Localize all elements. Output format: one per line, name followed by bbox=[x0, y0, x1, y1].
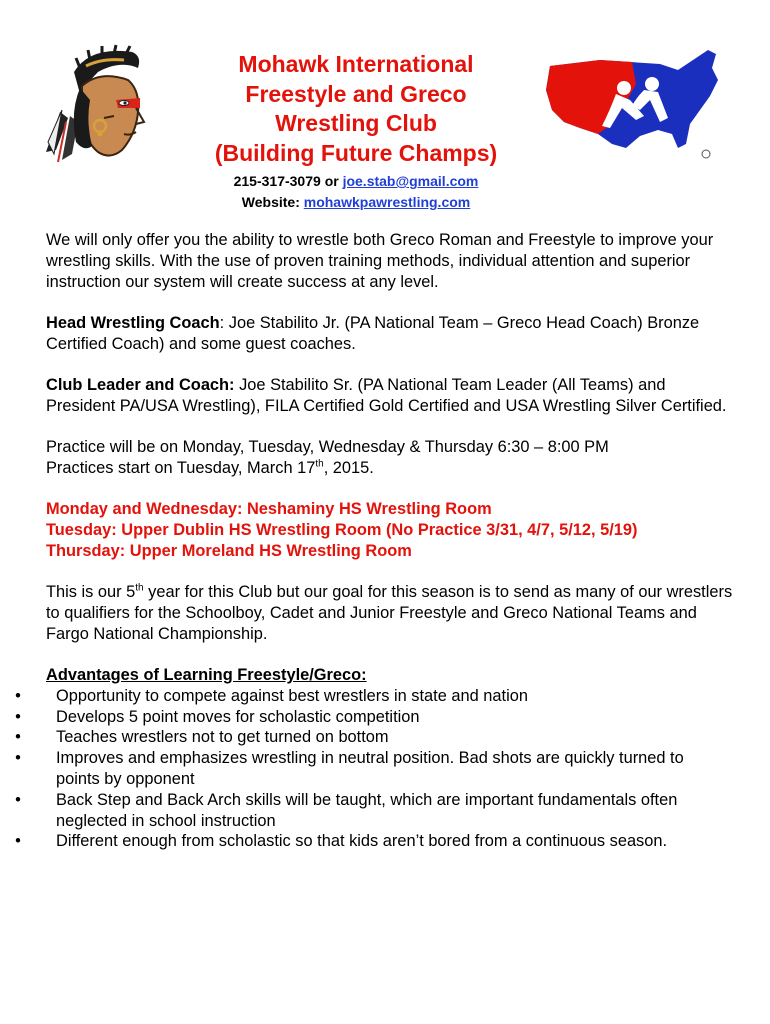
location-monday-wednesday: Monday and Wednesday: Neshaminy HS Wrestling Room bbox=[46, 500, 492, 519]
advantages-heading: Advantages of Learning Freestyle/Greco: bbox=[46, 665, 367, 684]
title-line-3: Wrestling Club bbox=[275, 110, 437, 136]
club-leader-paragraph bbox=[46, 375, 736, 417]
list-item bbox=[10, 707, 700, 728]
website-label: Website: bbox=[241, 194, 300, 210]
intro-paragraph: We will only offer you the ability to wrestle both Greco Roman and Freestyle to improve your wrestling skills. With the use of proven training methods, individual attention and superior instruction our system will create success at any level. bbox=[46, 231, 714, 291]
practice-start-a: Practices start on Tuesday, March 17 bbox=[46, 458, 316, 477]
phone-number: 215-317-3079 bbox=[233, 173, 321, 189]
bullet-icon: • bbox=[15, 686, 21, 705]
season-b: year for this Club but our goal for this season is to send as many of our wrestlers to qualifiers for the Schoolboy, Cadet and Junior Freestyle and Greco National Teams and Fargo National Championship. bbox=[46, 583, 733, 643]
locations-block bbox=[46, 499, 736, 561]
practice-paragraph bbox=[46, 437, 736, 479]
website-link[interactable]: mohawkpawrestling.com bbox=[303, 194, 471, 210]
head-coach-text: : Joe Stabilito Jr. (PA National Team – Greco Head Coach) Bronze Certified Coach) and some guest coaches. bbox=[46, 313, 700, 353]
title-line-1: Mohawk International bbox=[238, 51, 474, 77]
season-a: This is our 5 bbox=[46, 583, 136, 602]
title-line-4: (Building Future Champs) bbox=[214, 139, 498, 166]
bullet-icon: • bbox=[15, 728, 21, 747]
list-item bbox=[10, 748, 700, 790]
practice-start-sup: th bbox=[315, 458, 324, 470]
title-line-2: Freestyle and Greco bbox=[245, 80, 467, 107]
season-sup: th bbox=[135, 582, 144, 594]
bullet-icon: • bbox=[15, 749, 21, 768]
season-paragraph bbox=[46, 582, 736, 644]
list-item-text: Improves and emphasizes wrestling in neutral position. Bad shots are quickly turned to points by opponent bbox=[56, 749, 684, 788]
mohawk-head-logo bbox=[40, 42, 168, 170]
document-body bbox=[15, 230, 736, 852]
location-tuesday: Tuesday: Upper Dublin HS Wrestling Room (No Practice 3/31, 4/7, 5/12, 5/19) bbox=[46, 520, 638, 539]
bullet-icon: • bbox=[15, 790, 21, 809]
head-coach-label: Head Wrestling Coach bbox=[46, 313, 220, 332]
website-line bbox=[180, 192, 532, 213]
contact-block bbox=[180, 171, 532, 213]
list-item bbox=[10, 790, 700, 832]
contact-line bbox=[180, 171, 532, 192]
practice-start-b: , 2015. bbox=[323, 458, 374, 477]
list-item-text: Different enough from scholastic so that kids aren’t bored from a continuous season. bbox=[56, 832, 668, 851]
list-item-text: Back Step and Back Arch skills will be taught, which are important fundamentals often neglected in school instruction bbox=[56, 790, 678, 830]
advantages-list bbox=[10, 686, 700, 852]
or-text: or bbox=[324, 173, 339, 189]
location-thursday: Thursday: Upper Moreland HS Wrestling Room bbox=[46, 541, 412, 560]
club-leader-label: Club Leader and Coach: bbox=[46, 375, 235, 394]
list-item bbox=[10, 727, 700, 748]
list-item-text: Opportunity to compete against best wrestlers in state and nation bbox=[56, 686, 528, 705]
bullet-icon: • bbox=[15, 707, 21, 726]
club-leader-text: Joe Stabilito Sr. (PA National Team Leader (All Teams) and President PA/USA Wrestling), FILA Certified Gold Certified and USA Wrestling Silver Certified. bbox=[46, 375, 727, 415]
email-link[interactable]: joe.stab@gmail.com bbox=[342, 173, 479, 189]
club-title bbox=[180, 50, 532, 168]
list-item bbox=[10, 686, 700, 707]
usa-wrestling-map-logo bbox=[540, 44, 724, 164]
list-item-text: Develops 5 point moves for scholastic competition bbox=[56, 707, 420, 726]
bullet-icon: • bbox=[15, 832, 21, 851]
head-coach-paragraph bbox=[46, 313, 736, 355]
list-item-text: Teaches wrestlers not to get turned on bottom bbox=[56, 728, 389, 747]
practice-schedule: Practice will be on Monday, Tuesday, Wednesday & Thursday 6:30 – 8:00 PM bbox=[46, 438, 609, 457]
list-item bbox=[10, 831, 700, 852]
